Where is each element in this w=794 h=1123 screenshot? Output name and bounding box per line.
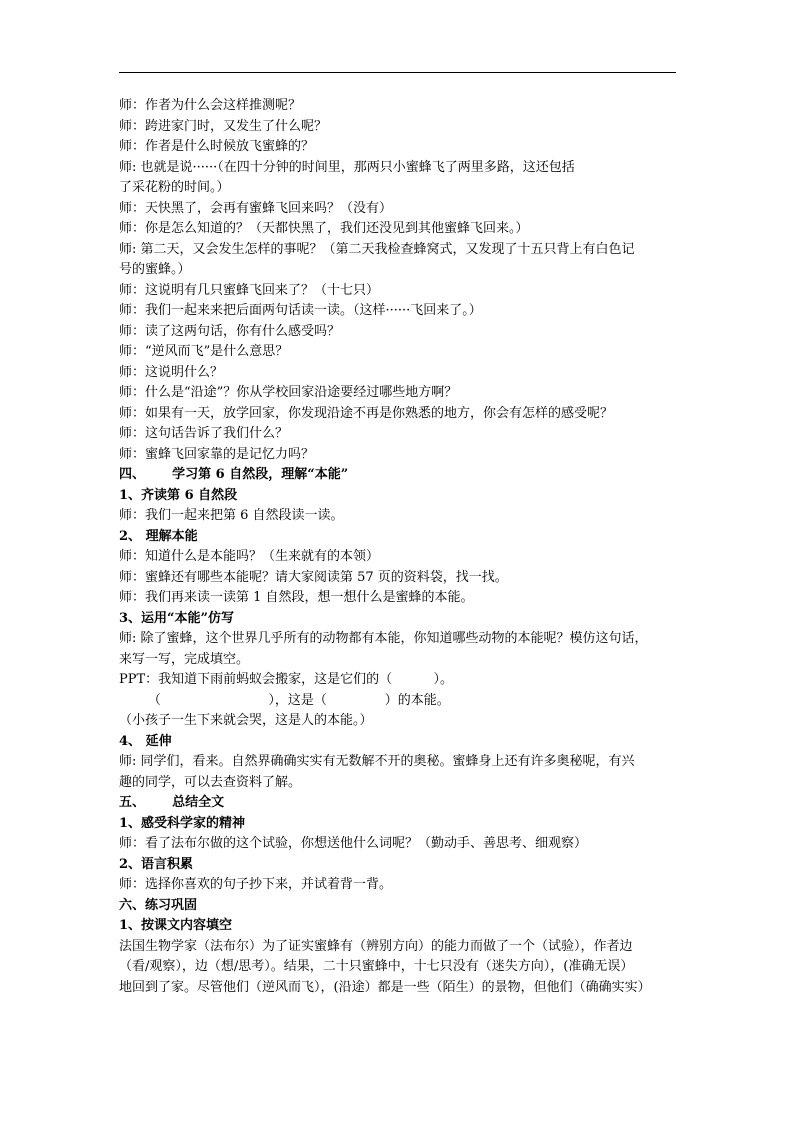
text-line: 师：作者是什么时候放飞蜜蜂的？ bbox=[119, 139, 315, 154]
text-line: 师：如果有一天，放学回家，你发现沿途不再是你熟悉的地方，你会有怎样的感受呢？ bbox=[119, 405, 614, 421]
text-line: 趣的同学，可以去查资料了解。 bbox=[119, 774, 302, 790]
text-line: 师: 同学们，看来。自然界确确实实有无数解不开的奥秘。蜜蜂身上还有许多奥秘呢，有兴 bbox=[119, 754, 635, 769]
subsection-heading: 4、 延伸 bbox=[119, 733, 172, 749]
text-line: （看/观察），边（想/思考）。结果，二十只蜜蜂中，十七只没有（迷失方向），(准确无误） bbox=[119, 959, 634, 974]
text-line: 师：这句话告诉了我们什么？ bbox=[119, 426, 289, 441]
text-line: 师: 除了蜜蜂，这个世界几乎所有的动物都有本能，你知道哪些动物的本能呢？模仿这句话， bbox=[119, 631, 648, 646]
text-line: 师：选择你喜欢的句子抄下来，并试着背一背。 bbox=[119, 877, 393, 892]
document-body bbox=[119, 96, 676, 998]
text-line: 师：我们一起来来把后面两句话读一读。（这样······飞回来了。） bbox=[119, 303, 482, 318]
section-heading: 四、 学习第 6 自然段，理解“本能” bbox=[119, 467, 349, 482]
text-line: 师：跨进家门时，又发生了什么呢？ bbox=[119, 118, 328, 134]
subsection-heading: 2、 理解本能 bbox=[119, 528, 198, 544]
text-line: 师：知道什么是本能吗？（生来就有的本领） bbox=[119, 549, 380, 564]
text-line: 师：我们一起来把第 6 自然段读一读。 bbox=[119, 508, 344, 523]
subsection-heading: 2、语言积累 bbox=[119, 856, 194, 872]
text-line: 师：蜜蜂还有哪些本能呢？请大家阅读第 57 页的资料袋，找一找。 bbox=[119, 569, 508, 585]
text-line: 师：蜜蜂飞回家靠的是记忆力吗？ bbox=[119, 446, 315, 462]
text-line: （ ），这是（ ）的本能。 bbox=[119, 692, 450, 708]
text-line: 师：读了这两句话，你有什么感受吗？ bbox=[119, 323, 341, 339]
text-line: 师：看了法布尔做的这个试验，你想送他什么词呢？（勤动手、善思考、细观察） bbox=[119, 836, 588, 851]
subsection-heading: 1、感受科学家的精神 bbox=[119, 815, 246, 831]
subsection-heading: 1、按课文内容填空 bbox=[119, 918, 233, 933]
section-heading: 五、 总结全文 bbox=[119, 795, 225, 810]
text-line: 师：这说明什么？ bbox=[119, 364, 224, 380]
text-line: （小孩子一生下来就会哭，这是人的本能。） bbox=[119, 713, 373, 728]
section-heading: 六、练习巩固 bbox=[119, 897, 198, 913]
text-line: 了采花粉的时间。） bbox=[119, 180, 230, 195]
text-line: 师：什么是“沿途”？你从学校回家沿途要经过哪些地方啊？ bbox=[119, 385, 458, 400]
text-line: 师：这说明有几只蜜蜂飞回来了？（十七只） bbox=[119, 282, 380, 298]
text-line: 师: 也就是说······（在四十分钟的时间里，那两只小蜜蜂飞了两里多路，这还包括 bbox=[119, 159, 575, 175]
text-line: 法国生物学家（法布尔）为了证实蜜蜂有（辨别方向）的能力而做了一个（试验），作者边 bbox=[119, 938, 633, 954]
subsection-heading: 1、齐读第 6 自然段 bbox=[119, 487, 238, 503]
subsection-heading: 3、运用“本能”仿写 bbox=[119, 610, 235, 626]
header-rule bbox=[119, 72, 676, 73]
text-line: 师：作者为什么会这样推测呢？ bbox=[119, 98, 302, 113]
text-line: PPT：我知道下雨前蚂蚁会搬家，这是它们的（ ）。 bbox=[119, 672, 453, 687]
text-line: 师：我们再来读一读第 1 自然段，想一想什么是蜜蜂的本能。 bbox=[119, 590, 474, 605]
text-line: 地回到了家。尽管他们（逆风而飞），(沿途）都是一些（陌生）的景物，但他们（确确实实） bbox=[119, 979, 651, 995]
text-line: 师: 第二天，又会发生怎样的事呢？（第二天我检查蜂窝式，又发现了十五只背上有白色记 bbox=[119, 241, 635, 257]
text-line: 师：你是怎么知道的？（天都快黑了，我们还没见到其他蜜蜂飞回来。） bbox=[119, 221, 529, 236]
text-line: 师：“逆风而飞”是什么意思？ bbox=[119, 344, 289, 359]
text-line: 师：天快黑了，会再有蜜蜂飞回来吗？（没有） bbox=[119, 200, 393, 216]
text-line: 来写一写，完成填空。 bbox=[119, 651, 250, 667]
text-line: 号的蜜蜂。） bbox=[119, 262, 191, 277]
